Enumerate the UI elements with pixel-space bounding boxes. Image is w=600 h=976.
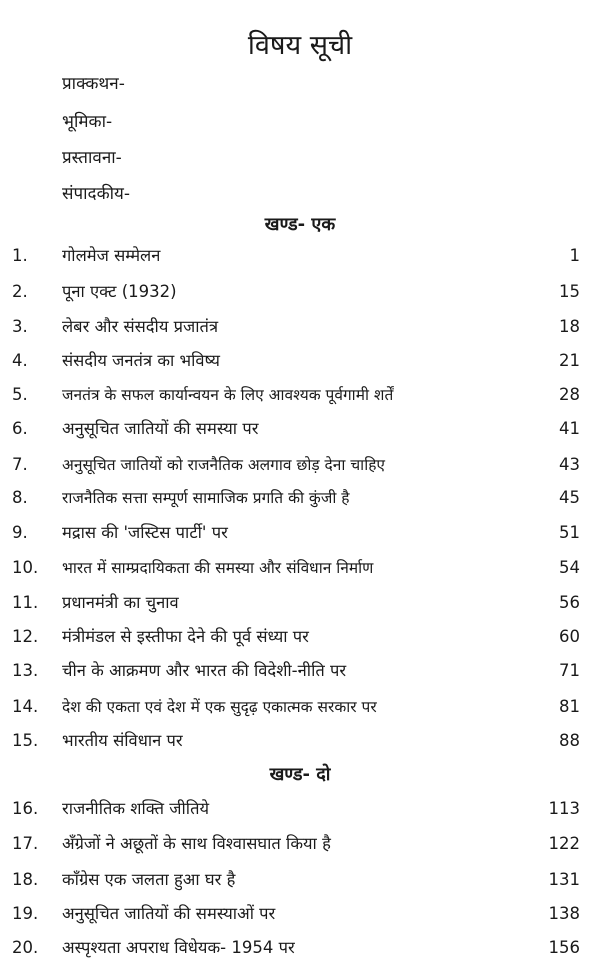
entry-title: भारत में साम्प्रदायिकता की समस्या और संविधान निर्माण <box>62 559 374 577</box>
prelim-item-introduction: भूमिका- <box>62 112 113 132</box>
entry-number: 11. <box>12 593 39 612</box>
toc-entry <box>0 482 600 514</box>
entry-page: 156 <box>548 938 580 957</box>
entry-page: 138 <box>548 904 580 923</box>
entry-number: 18. <box>12 870 39 889</box>
toc-entry <box>0 276 600 308</box>
toc-entry <box>0 449 600 481</box>
toc-entry <box>0 932 600 964</box>
section-heading-two: खण्ड- दो <box>269 764 331 785</box>
entry-number: 8. <box>12 488 28 507</box>
entry-number: 1. <box>12 246 28 265</box>
entry-title: देश की एकता एवं देश में एक सुदृढ़ एकात्मक सरकार पर <box>62 698 377 716</box>
entry-title: गोलमेज सम्मेलन <box>62 246 161 265</box>
toc-entry <box>0 725 600 757</box>
entry-number: 13. <box>12 661 39 680</box>
entry-title: अनुसूचित जातियों की समस्या पर <box>62 419 259 438</box>
toc-entry <box>0 655 600 687</box>
toc-entry <box>0 828 600 860</box>
entry-number: 4. <box>12 351 28 370</box>
toc-entry <box>0 552 600 584</box>
prelim-item-preface: प्रस्तावना- <box>62 148 122 168</box>
toc-entry <box>0 240 600 272</box>
entry-title: मद्रास की 'जस्टिस पार्टी' पर <box>62 523 228 542</box>
toc-entry <box>0 898 600 930</box>
prelim-item-editorial: संपादकीय- <box>62 184 131 204</box>
entry-page: 131 <box>548 870 580 889</box>
toc-entry <box>0 793 600 825</box>
entry-number: 2. <box>12 282 28 301</box>
entry-title: लेबर और संसदीय प्रजातंत्र <box>62 317 219 336</box>
entry-page: 60 <box>559 627 580 646</box>
toc-entry <box>0 864 600 896</box>
toc-entry <box>0 379 600 411</box>
entry-page: 88 <box>559 731 580 750</box>
entry-number: 5. <box>12 385 28 404</box>
entry-title: अस्पृश्यता अपराध विधेयक- 1954 पर <box>62 938 295 957</box>
entry-number: 17. <box>12 834 39 853</box>
section-heading-one: खण्ड- एक <box>264 214 336 235</box>
entry-number: 19. <box>12 904 39 923</box>
toc-entry <box>0 311 600 343</box>
toc-entry <box>0 587 600 619</box>
entry-number: 9. <box>12 523 28 542</box>
entry-page: 28 <box>559 385 580 404</box>
page-title: विषय सूची <box>247 30 353 61</box>
entry-page: 45 <box>559 488 580 507</box>
toc-entry <box>0 621 600 653</box>
entry-title: चीन के आक्रमण और भारत की विदेशी-नीति पर <box>62 661 347 680</box>
entry-page: 21 <box>559 351 580 370</box>
entry-page: 41 <box>559 419 580 438</box>
entry-number: 14. <box>12 697 39 716</box>
entry-title: मंत्रीमंडल से इस्तीफा देने की पूर्व संध्या पर <box>62 627 309 646</box>
entry-page: 71 <box>559 661 580 680</box>
entry-number: 3. <box>12 317 28 336</box>
entry-page: 15 <box>559 282 580 301</box>
entry-page: 122 <box>548 834 580 853</box>
entry-title: पूना एक्ट (1932) <box>62 282 177 301</box>
entry-page: 43 <box>559 455 580 474</box>
entry-number: 10. <box>12 558 39 577</box>
entry-title: राजनैतिक सत्ता सम्पूर्ण सामाजिक प्रगति की कुंजी है <box>62 489 350 507</box>
toc-entry <box>0 691 600 723</box>
entry-title: भारतीय संविधान पर <box>62 731 183 750</box>
entry-page: 54 <box>559 558 580 577</box>
entry-page: 1 <box>569 246 580 265</box>
entry-page: 113 <box>548 799 580 818</box>
entry-title: प्रधानमंत्री का चुनाव <box>62 593 179 612</box>
entry-number: 20. <box>12 938 39 957</box>
prelim-item-foreword: प्राक्कथन- <box>62 74 125 94</box>
entry-page: 56 <box>559 593 580 612</box>
toc-entry <box>0 517 600 549</box>
entry-number: 15. <box>12 731 39 750</box>
entry-title: राजनीतिक शक्ति जीतिये <box>62 799 210 818</box>
entry-page: 18 <box>559 317 580 336</box>
entry-number: 12. <box>12 627 39 646</box>
entry-number: 16. <box>12 799 39 818</box>
entry-title: संसदीय जनतंत्र का भविष्य <box>62 351 220 370</box>
entry-title: अँग्रेजों ने अछूतों के साथ विश्वासघात किया है <box>62 834 331 853</box>
entry-title: अनुसूचित जातियों को राजनैतिक अलगाव छोड़ देना चाहिए <box>62 456 386 474</box>
toc-entry <box>0 345 600 377</box>
entry-page: 81 <box>559 697 580 716</box>
entry-number: 7. <box>12 455 28 474</box>
toc-entry <box>0 413 600 445</box>
entry-title: अनुसूचित जातियों की समस्याओं पर <box>62 904 276 923</box>
entry-title: जनतंत्र के सफल कार्यान्वयन के लिए आवश्यक पूर्वगामी शर्तें <box>62 386 394 404</box>
entry-number: 6. <box>12 419 28 438</box>
entry-page: 51 <box>559 523 580 542</box>
entry-title: काँग्रेस एक जलता हुआ घर है <box>62 870 236 889</box>
